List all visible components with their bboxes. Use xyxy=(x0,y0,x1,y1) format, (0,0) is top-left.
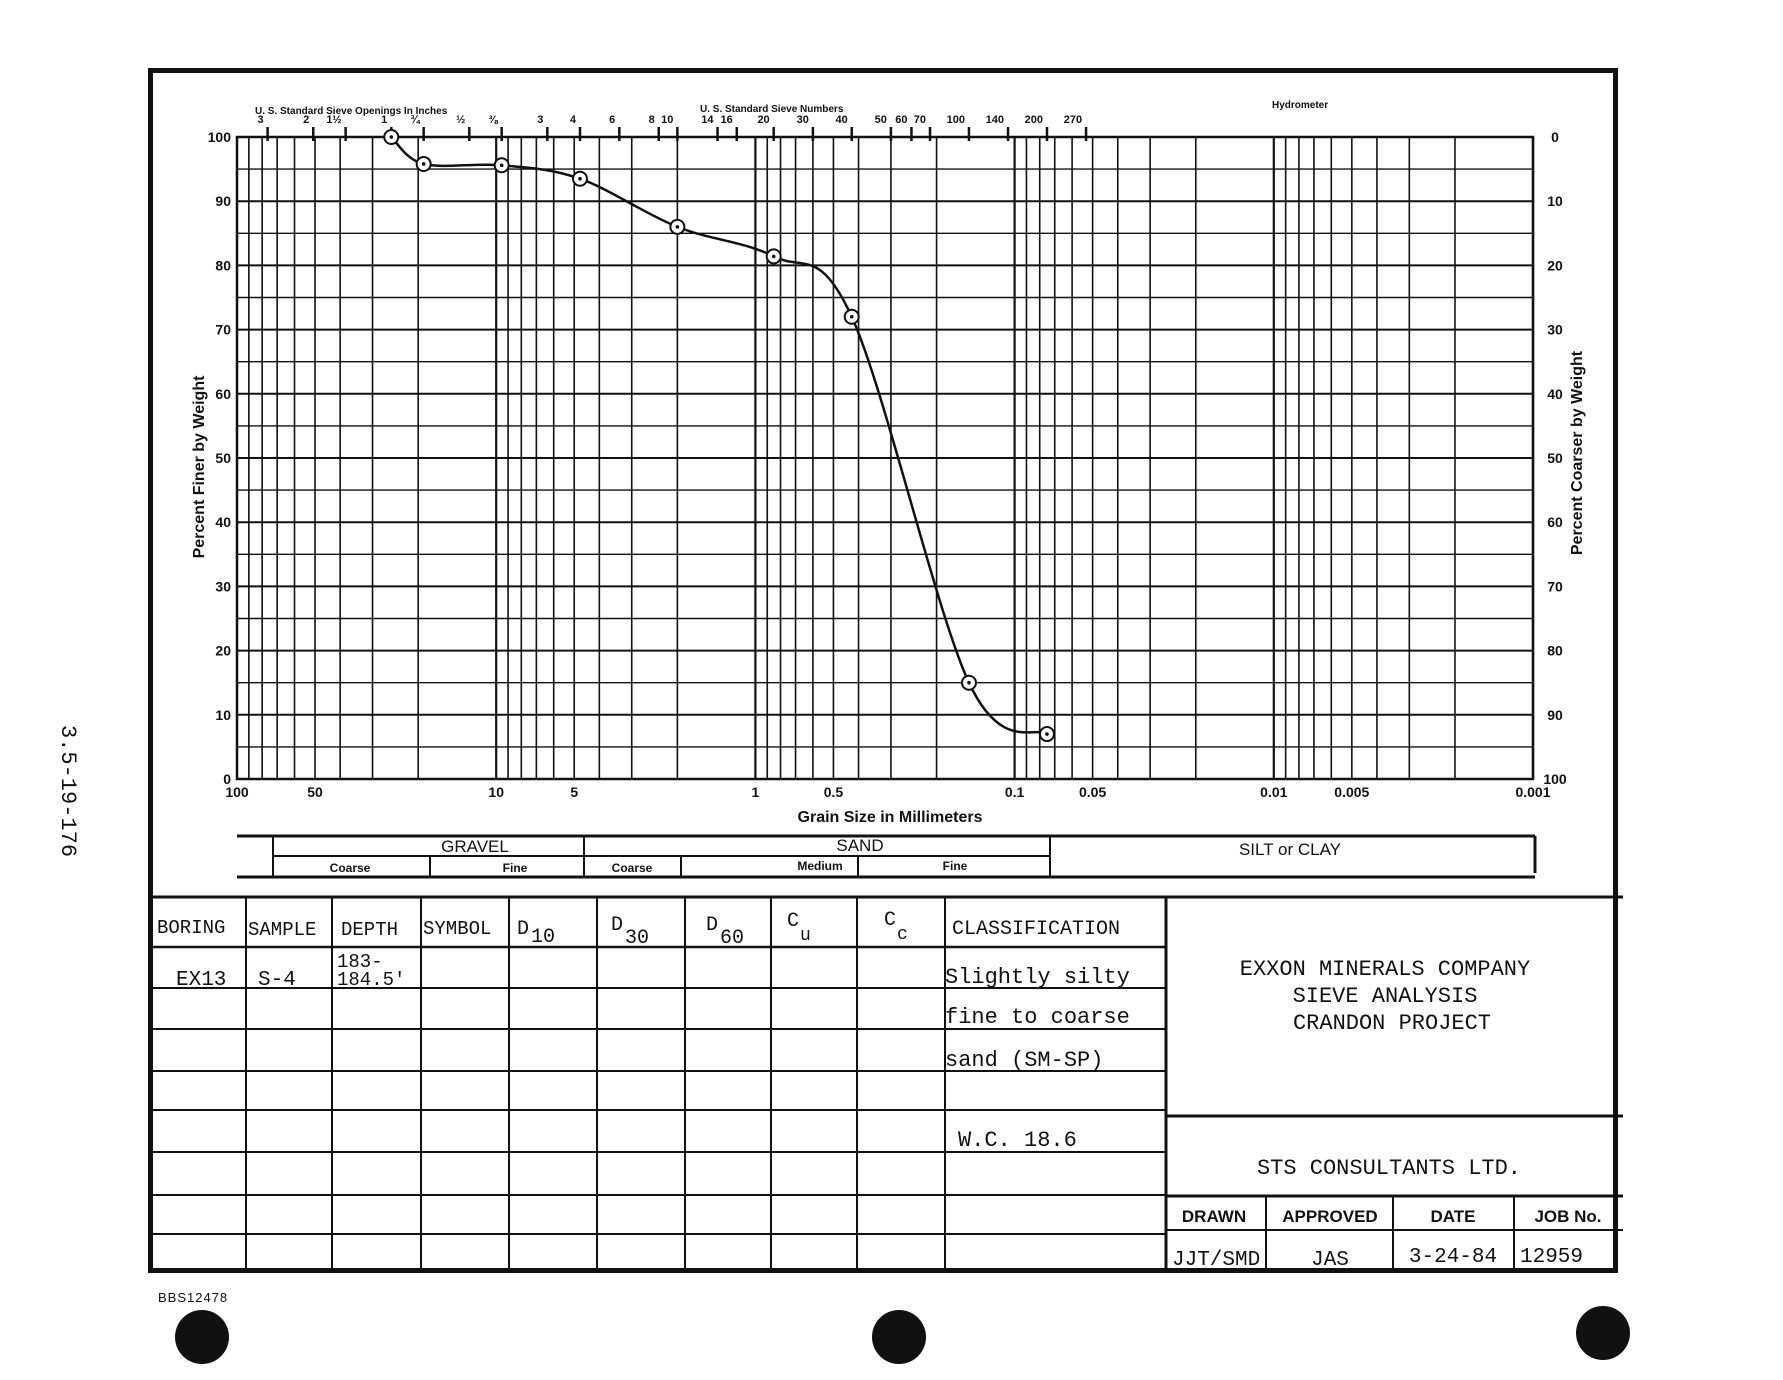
header-depth: DEPTH xyxy=(341,919,399,941)
y-tick-label: 10 xyxy=(215,706,231,723)
header-d10-sub: 10 xyxy=(531,926,556,949)
report-name: SIEVE ANALYSIS xyxy=(1292,984,1478,1009)
sand-label: SAND xyxy=(836,836,884,855)
y2-tick-label: 10 xyxy=(1547,193,1563,210)
sand-medium-label: Medium xyxy=(797,859,843,873)
sieve-inches-title: U. S. Standard Sieve Openings In Inches xyxy=(255,106,448,117)
y2-tick-label: 60 xyxy=(1547,514,1563,531)
silt-clay-label: SILT or CLAY xyxy=(1238,840,1342,859)
sieve-tick-label: 70 xyxy=(913,114,927,126)
approved-value: JAS xyxy=(1311,1249,1349,1272)
header-d60: D xyxy=(706,914,719,937)
gravel-fine-label: Fine xyxy=(502,861,528,875)
sieve-tick-label: 16 xyxy=(720,114,733,126)
gradation-line xyxy=(391,137,1047,734)
cell-class-2: fine to coarse xyxy=(945,1005,1130,1030)
sieve-tick-label: 4 xyxy=(569,114,577,126)
header-d60-sub: 60 xyxy=(720,927,745,950)
sieve-tick-label: 3 xyxy=(257,114,264,126)
date-label: DATE xyxy=(1430,1207,1476,1226)
company-name: EXXON MINERALS COMPANY xyxy=(1239,957,1531,982)
y2-tick-label: 0 xyxy=(1551,129,1559,145)
table-row xyxy=(176,951,1130,1153)
data-point-center xyxy=(1045,732,1049,736)
cell-boring: EX13 xyxy=(176,969,227,992)
gradation-curve xyxy=(384,130,1054,741)
chart-grid xyxy=(237,137,1533,779)
x-tick-label: 0.01 xyxy=(1260,784,1288,800)
y-tick-label: 70 xyxy=(215,321,231,338)
y2-tick-label: 30 xyxy=(1547,321,1563,338)
data-point-center xyxy=(772,255,776,259)
sieve-tick-label: 8 xyxy=(648,114,655,126)
sieve-tick-label: 50 xyxy=(874,114,887,126)
data-point-center xyxy=(389,135,393,139)
project-name: CRANDON PROJECT xyxy=(1292,1011,1492,1036)
data-point-center xyxy=(967,681,971,685)
job-label: JOB No. xyxy=(1534,1207,1602,1226)
job-value: 12959 xyxy=(1520,1246,1584,1269)
header-d10: D xyxy=(517,918,530,941)
y-axis-label: Percent Finer by Weight xyxy=(191,375,208,559)
y2-axis-label: Percent Coarser by Weight xyxy=(1569,350,1586,556)
x-tick-label: 50 xyxy=(307,784,323,800)
cell-depth-1: 183- xyxy=(337,951,383,973)
consultant-name: STS CONSULTANTS LTD. xyxy=(1256,1156,1522,1181)
sieve-tick-label: ⅜ xyxy=(488,114,498,126)
y-tick-label: 50 xyxy=(215,450,231,466)
sieve-tick-label: 14 xyxy=(701,114,714,126)
x-tick-label: 0.001 xyxy=(1515,784,1551,800)
x-tick-label: 1 xyxy=(751,784,760,800)
y-tick-label: 40 xyxy=(215,514,231,531)
sieve-tick-label: ½ xyxy=(456,114,466,126)
sieve-tick-label: 2 xyxy=(303,114,310,126)
sieve-tick-label: 10 xyxy=(661,114,674,126)
sieve-tick-label: 30 xyxy=(796,114,809,126)
x-axis-label: Grain Size in Millimeters xyxy=(797,809,983,826)
header-sample: SAMPLE xyxy=(248,919,317,941)
sieve-tick-label: 270 xyxy=(1063,114,1083,126)
y-tick-label: 100 xyxy=(207,129,231,145)
x-tick-label: 10 xyxy=(488,784,504,800)
x-tick-label: 0.05 xyxy=(1079,784,1107,800)
header-cu: C xyxy=(787,910,800,933)
y-tick-label: 20 xyxy=(215,642,231,659)
header-classification: CLASSIFICATION xyxy=(952,918,1121,941)
y2-tick-label: 40 xyxy=(1547,385,1563,402)
sieve-tick-label: 1½ xyxy=(326,114,342,126)
sand-fine-label: Fine xyxy=(942,859,968,873)
sieve-tick-label: 20 xyxy=(757,114,770,126)
sieve-tick-label: 1 xyxy=(381,114,388,126)
x-tick-label: 0.1 xyxy=(1004,784,1025,800)
cell-class-3: sand (SM-SP) xyxy=(945,1048,1104,1073)
y2-tick-label: 100 xyxy=(1543,771,1567,787)
y-tick-label: 60 xyxy=(215,385,231,402)
x-tick-label: 100 xyxy=(225,784,249,800)
sieve-tick-label: 3 xyxy=(537,114,544,126)
cell-depth-2: 184.5' xyxy=(337,969,406,991)
y-tick-label: 0 xyxy=(223,771,231,787)
sieve-tick-label: 40 xyxy=(835,114,848,126)
sand-coarse-label: Coarse xyxy=(611,861,653,875)
y2-tick-label: 90 xyxy=(1547,706,1563,723)
x-tick-label: 0.5 xyxy=(823,784,844,800)
approved-label: APPROVED xyxy=(1282,1207,1378,1226)
header-symbol: SYMBOL xyxy=(423,918,492,940)
side-reference: 3.5-19-176 xyxy=(55,725,80,858)
drawn-value: JJT/SMD xyxy=(1172,1249,1261,1272)
header-boring: BORING xyxy=(157,917,226,939)
header-cc: C xyxy=(884,909,897,932)
header-cc-sub: c xyxy=(897,925,908,945)
cell-sample: S-4 xyxy=(258,969,296,992)
gravel-coarse-label: Coarse xyxy=(329,861,371,875)
sieve-numbers-title: U. S. Standard Sieve Numbers xyxy=(700,104,844,115)
cell-water-content: W.C. 18.6 xyxy=(958,1128,1077,1153)
y2-tick-label: 50 xyxy=(1547,450,1563,466)
header-cu-sub: u xyxy=(800,926,811,946)
sieve-tick-label: 200 xyxy=(1024,114,1043,126)
y2-tick-label: 80 xyxy=(1547,642,1563,659)
document-stamp: BBS12478 xyxy=(158,1290,229,1305)
gravel-label: GRAVEL xyxy=(441,837,509,856)
sieve-tick-label: 6 xyxy=(609,114,616,126)
header-d30-sub: 30 xyxy=(625,927,650,950)
sieve-tick-label: ¾ xyxy=(410,114,420,126)
y2-tick-label: 20 xyxy=(1547,257,1563,274)
data-point-center xyxy=(676,225,680,229)
data-point-center xyxy=(850,315,854,319)
x-tick-label: 5 xyxy=(570,784,579,800)
y-tick-label: 80 xyxy=(215,257,231,274)
header-d30: D xyxy=(611,914,624,937)
x-tick-label: 0.005 xyxy=(1334,784,1370,800)
sieve-tick-label: 140 xyxy=(985,114,1005,126)
drawn-label: DRAWN xyxy=(1181,1207,1247,1226)
hydrometer-title: Hydrometer xyxy=(1272,100,1329,111)
data-point-center xyxy=(578,177,582,181)
y-tick-label: 30 xyxy=(215,578,231,595)
cell-class-1: Slightly silty xyxy=(945,965,1130,990)
date-value: 3-24-84 xyxy=(1408,1246,1498,1269)
sieve-tick-label: 100 xyxy=(946,114,965,126)
data-point-center xyxy=(500,163,504,167)
table-header xyxy=(157,909,1120,950)
sieve-tick-label: 60 xyxy=(895,114,908,126)
data-point-center xyxy=(422,162,426,166)
y2-tick-label: 70 xyxy=(1547,578,1563,595)
y-tick-label: 90 xyxy=(215,193,231,210)
